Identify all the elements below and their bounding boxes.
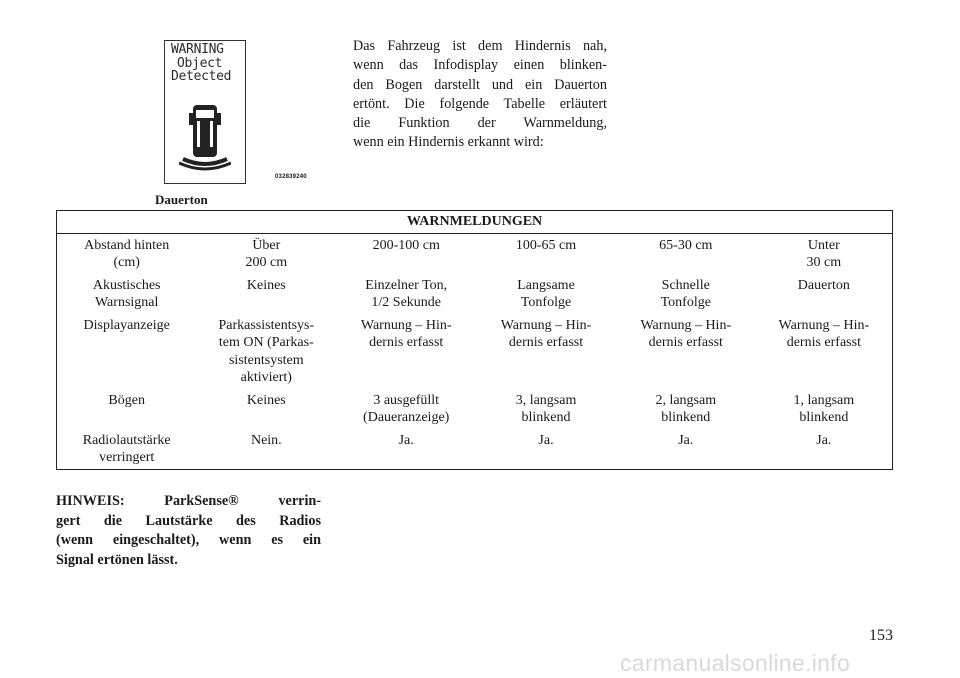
warning-table: [56, 210, 893, 470]
table-cell: [196, 389, 336, 429]
table-cell-text: Einzelner Ton, 1/2 Sekunde: [365, 277, 448, 310]
table-cell: [476, 314, 616, 389]
table-cell: [756, 274, 893, 314]
table-cell: [336, 274, 476, 314]
intro-line: ertönt. Die folgende Tabelle erläutert: [353, 95, 607, 112]
table-cell-text: Über 200 cm: [245, 237, 288, 270]
table-cell: [196, 314, 336, 389]
table-cell-text: Warnung – Hin- dernis erfasst: [778, 317, 870, 350]
watermark: carmanualsonline.info: [620, 650, 851, 676]
intro-line: Das Fahrzeug ist dem Hindernis nah,: [353, 38, 607, 54]
table-cell-text: Abstand hinten (cm): [84, 237, 170, 270]
note-line: (wenn eingeschaltet), wenn es ein: [56, 532, 321, 548]
table-cell: [476, 429, 616, 470]
table-cell-text: Warnung – Hin- dernis erfasst: [360, 317, 452, 350]
table-cell-text: Radiolautstärke verringert: [82, 432, 171, 465]
table-cell-text: 3, langsam blinkend: [515, 392, 577, 425]
table-cell-text: Ja.: [678, 432, 694, 448]
table-cell-text: 200-100 cm: [372, 237, 440, 253]
table-cell: [476, 233, 616, 274]
table-row: [57, 314, 893, 389]
table-cell-text: Ja.: [816, 432, 832, 448]
table-row: [57, 274, 893, 314]
table-cell: [756, 389, 893, 429]
warning-display-figure: [164, 40, 246, 184]
intro-line: den Bogen darstellt und ein Dauerton: [353, 76, 607, 93]
table-cell: [196, 233, 336, 274]
table-row: [57, 429, 893, 470]
table-row: [57, 389, 893, 429]
figure-caption: Dauerton: [155, 192, 208, 207]
table-cell-text: Unter 30 cm: [806, 237, 842, 270]
table-cell: [756, 233, 893, 274]
table-cell: [57, 314, 197, 389]
table-cell: [616, 389, 756, 429]
table-cell-text: Nein.: [250, 432, 282, 448]
table-cell: [57, 274, 197, 314]
table-cell: [476, 389, 616, 429]
table-cell: [616, 233, 756, 274]
intro-line: wenn ein Hindernis erkannt wird:: [353, 134, 544, 151]
table-cell-text: Warnung – Hin- dernis erfasst: [500, 317, 592, 350]
table-cell: [336, 233, 476, 274]
table-cell-text: Displayanzeige: [83, 317, 170, 333]
table-cell-text: 3 ausgefüllt (Daueranzeige): [363, 392, 450, 425]
table-cell-text: Ja.: [538, 432, 554, 448]
table-cell: [616, 429, 756, 470]
note-line: HINWEIS: ParkSense® verrin-: [56, 493, 321, 509]
table-title: WARNMELDUNGEN: [57, 211, 893, 234]
table-cell: [756, 429, 893, 470]
page-number: 153: [869, 627, 893, 644]
intro-line: wenn das Infodisplay einen blinken-: [353, 57, 607, 74]
display-text: [171, 43, 231, 84]
table-cell: [336, 429, 476, 470]
table-cell-text: Akustisches Warnsignal: [92, 277, 161, 310]
table-cell: [616, 314, 756, 389]
note-line: Signal ertönen lässt.: [56, 551, 178, 568]
table-cell: [616, 274, 756, 314]
table-cell: [196, 429, 336, 470]
table-cell: [57, 233, 197, 274]
display-line-warning: WARNING: [171, 42, 224, 57]
table-cell-text: Keines: [246, 392, 286, 408]
table-cell: [57, 389, 197, 429]
note-paragraph: [56, 492, 321, 570]
intro-line: die Funktion der Warnmeldung,: [353, 115, 607, 132]
intro-paragraph: [353, 37, 607, 153]
table-row: [57, 233, 893, 274]
table-cell: [756, 314, 893, 389]
table-cell: [336, 314, 476, 389]
vehicle-top-view-icon: [179, 101, 231, 175]
table-cell-text: 2, langsam blinkend: [655, 392, 717, 425]
table-cell: [57, 429, 197, 470]
note-line: gert die Lautstärke des Radios: [56, 512, 321, 529]
table-cell: [476, 274, 616, 314]
display-line-object: Object: [177, 55, 223, 71]
table-cell-text: Parkassistentsys- tem ON (Parkas- sistentsystem aktiviert): [218, 317, 315, 385]
display-line-detected: Detected: [171, 69, 232, 84]
table-cell-text: Warnung – Hin- dernis erfasst: [640, 317, 732, 350]
table-cell-text: Ja.: [398, 432, 414, 448]
figure-code: 032839240: [275, 174, 307, 180]
table-cell-text: 100-65 cm: [515, 237, 577, 253]
table-cell-text: Langsame Tonfolge: [517, 277, 575, 310]
table-cell: [336, 389, 476, 429]
table-cell-text: 65-30 cm: [659, 237, 713, 253]
table-cell-text: 1, langsam blinkend: [793, 392, 855, 425]
table-cell: [196, 274, 336, 314]
table-cell-text: Dauerton: [797, 277, 850, 293]
table-cell-text: Bögen: [108, 392, 145, 408]
table-cell-text: Schnelle Tonfolge: [660, 277, 711, 310]
table-cell-text: Keines: [246, 277, 286, 293]
